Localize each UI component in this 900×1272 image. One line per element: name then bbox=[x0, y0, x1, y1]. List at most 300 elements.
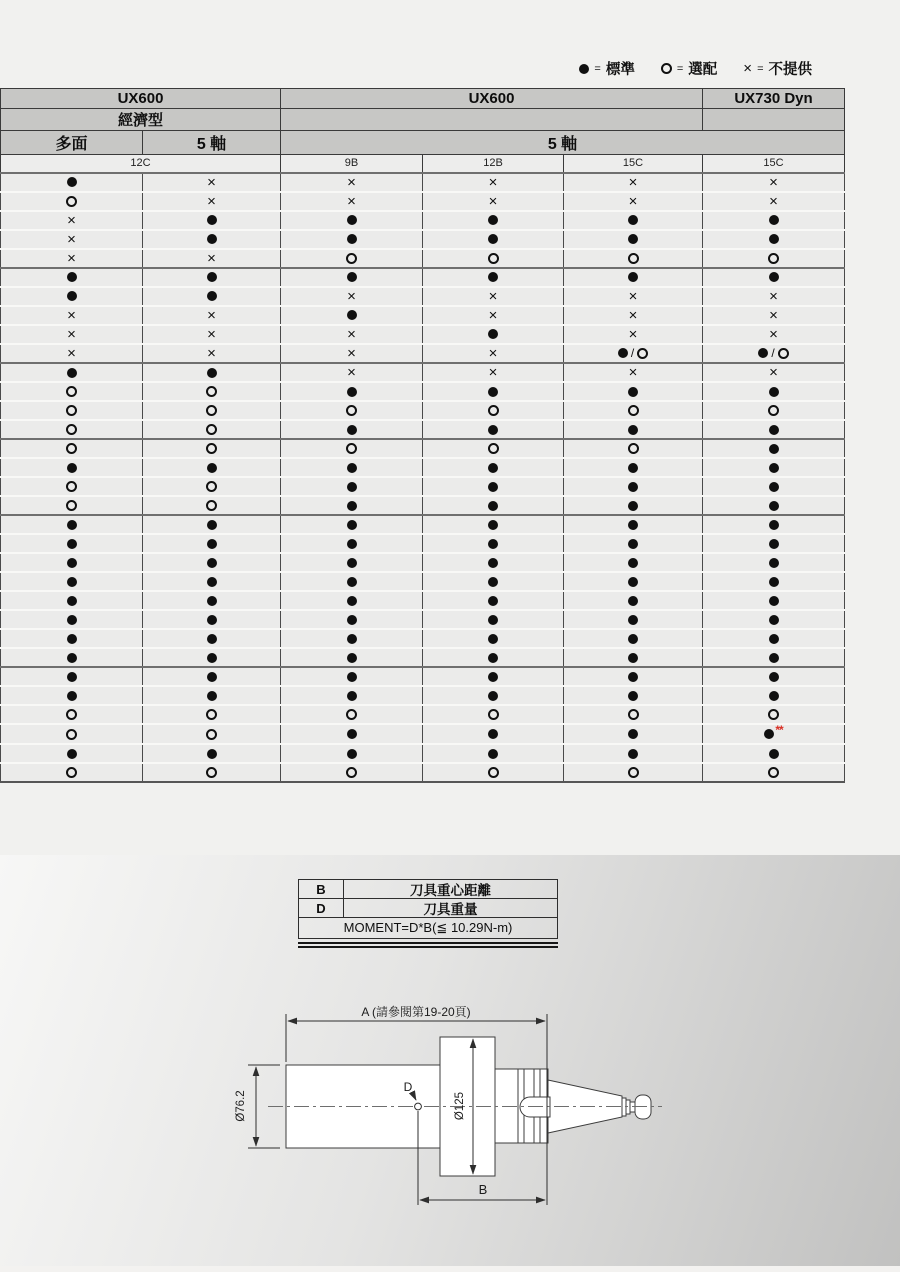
matrix-row bbox=[1, 591, 845, 610]
matrix-cell bbox=[281, 553, 423, 572]
pullstud-neck bbox=[630, 1102, 635, 1112]
matrix-row bbox=[1, 572, 845, 591]
matrix-cell bbox=[281, 192, 423, 211]
matrix-cell bbox=[143, 420, 281, 439]
standard-dot-icon bbox=[488, 615, 498, 625]
matrix-cell bbox=[703, 344, 845, 363]
optional-ring-icon bbox=[206, 729, 217, 740]
matrix-cell bbox=[281, 515, 423, 534]
not-available-cross-icon: × bbox=[207, 325, 216, 343]
matrix-cell bbox=[281, 534, 423, 553]
optional-ring-icon bbox=[488, 253, 499, 264]
standard-dot-icon bbox=[618, 348, 628, 358]
standard-dot-icon bbox=[488, 215, 498, 225]
keyway-boss bbox=[520, 1097, 550, 1117]
optional-ring-icon bbox=[346, 253, 357, 264]
dim-a-label: A (請參閱第19-20頁) bbox=[361, 1005, 471, 1019]
standard-dot-icon bbox=[67, 368, 77, 378]
matrix-cell bbox=[564, 420, 703, 439]
not-available-cross-icon: × bbox=[207, 192, 216, 210]
not-available-cross-icon: × bbox=[207, 306, 216, 324]
matrix-cell bbox=[423, 192, 564, 211]
standard-dot-icon bbox=[488, 634, 498, 644]
standard-dot-icon bbox=[628, 634, 638, 644]
not-available-cross-icon: × bbox=[628, 364, 638, 382]
matrix-cell bbox=[564, 249, 703, 268]
optional-ring-icon bbox=[768, 709, 779, 720]
matrix-cell bbox=[703, 287, 845, 306]
optional-ring-icon bbox=[628, 767, 639, 778]
matrix-row bbox=[1, 420, 845, 439]
standard-dot-icon bbox=[488, 653, 498, 663]
standard-dot-icon bbox=[769, 234, 779, 244]
matrix-cell bbox=[423, 629, 564, 648]
matrix-cell bbox=[703, 553, 845, 572]
matrix-cell bbox=[564, 268, 703, 287]
standard-dot-icon bbox=[628, 653, 638, 663]
matrix-cell bbox=[423, 268, 564, 287]
not-available-cross-icon: × bbox=[488, 306, 498, 324]
pullstud-knob bbox=[635, 1095, 651, 1119]
optional-ring-icon bbox=[637, 348, 648, 359]
standard-dot-icon bbox=[628, 691, 638, 701]
matrix-cell bbox=[281, 648, 423, 667]
optional-ring-icon bbox=[661, 63, 672, 74]
standard-dot-icon bbox=[628, 482, 638, 492]
matrix-cell bbox=[281, 230, 423, 249]
matrix-cell bbox=[143, 306, 281, 325]
point-d-label: D bbox=[403, 1080, 413, 1094]
matrix-cell bbox=[281, 705, 423, 724]
not-available-cross-icon: × bbox=[628, 306, 638, 324]
matrix-cell bbox=[423, 249, 564, 268]
standard-dot-icon bbox=[488, 729, 498, 739]
matrix-row bbox=[1, 382, 845, 401]
slash-separator: / bbox=[630, 345, 635, 360]
standard-dot-icon bbox=[207, 672, 217, 682]
matrix-cell bbox=[564, 648, 703, 667]
optional-ring-icon bbox=[346, 443, 357, 454]
standard-dot-icon bbox=[347, 577, 357, 587]
matrix-cell bbox=[703, 667, 845, 686]
not-available-cross-icon: × bbox=[67, 211, 76, 229]
model-header-2: 12B bbox=[423, 155, 564, 173]
matrix-cell bbox=[564, 439, 703, 458]
variant-header-row bbox=[1, 109, 845, 131]
optional-ring-icon bbox=[488, 405, 499, 416]
matrix-cell bbox=[1, 382, 143, 401]
matrix-cell bbox=[143, 667, 281, 686]
standard-dot-icon bbox=[347, 501, 357, 511]
standard-dot-icon bbox=[347, 520, 357, 530]
matrix-cell bbox=[1, 363, 143, 382]
not-available-cross-icon: × bbox=[743, 60, 753, 78]
matrix-cell bbox=[423, 439, 564, 458]
optional-ring-icon bbox=[628, 405, 639, 416]
matrix-cell bbox=[1, 763, 143, 782]
toolholder-dimension-drawing bbox=[230, 1000, 680, 1215]
matrix-cell bbox=[281, 744, 423, 763]
not-available-cross-icon: × bbox=[67, 249, 76, 267]
matrix-cell bbox=[703, 610, 845, 629]
model-header-4: 15C bbox=[703, 155, 845, 173]
standard-dot-icon bbox=[207, 653, 217, 663]
matrix-cell bbox=[143, 763, 281, 782]
standard-dot-icon bbox=[628, 615, 638, 625]
series-header-row bbox=[1, 89, 845, 109]
matrix-cell bbox=[1, 477, 143, 496]
matrix-cell bbox=[423, 572, 564, 591]
standard-dot-icon bbox=[628, 463, 638, 473]
not-available-cross-icon: × bbox=[488, 287, 498, 305]
matrix-cell bbox=[564, 306, 703, 325]
standard-dot-icon bbox=[628, 387, 638, 397]
matrix-cell bbox=[1, 268, 143, 287]
standard-dot-icon bbox=[769, 691, 779, 701]
standard-dot-icon bbox=[488, 329, 498, 339]
not-available-cross-icon: × bbox=[488, 173, 498, 191]
matrix-cell bbox=[423, 591, 564, 610]
series-header-0: UX600 bbox=[1, 89, 281, 109]
standard-dot-icon bbox=[488, 539, 498, 549]
matrix-cell bbox=[564, 287, 703, 306]
standard-dot-icon bbox=[628, 425, 638, 435]
not-available-cross-icon: × bbox=[628, 173, 638, 191]
standard-dot-icon bbox=[347, 215, 357, 225]
double-rule-bottom bbox=[298, 946, 558, 948]
not-available-cross-icon: × bbox=[347, 287, 356, 305]
legend-item-standard bbox=[579, 58, 634, 79]
standard-dot-icon bbox=[67, 463, 77, 473]
optional-ring-icon bbox=[66, 767, 77, 778]
standard-dot-icon bbox=[67, 558, 77, 568]
matrix-cell bbox=[281, 667, 423, 686]
matrix-cell bbox=[564, 724, 703, 744]
matrix-cell bbox=[703, 192, 845, 211]
matrix-cell bbox=[281, 458, 423, 477]
matrix-cell bbox=[281, 420, 423, 439]
optional-ring-icon bbox=[346, 767, 357, 778]
standard-dot-icon bbox=[769, 520, 779, 530]
matrix-cell bbox=[143, 401, 281, 420]
matrix-cell bbox=[703, 249, 845, 268]
legend-label-optional: 選配 bbox=[688, 62, 718, 78]
model-header-0: 12C bbox=[1, 155, 281, 173]
matrix-cell bbox=[143, 686, 281, 705]
matrix-cell bbox=[1, 515, 143, 534]
matrix-cell bbox=[143, 173, 281, 192]
optional-ring-icon bbox=[768, 767, 779, 778]
standard-dot-icon bbox=[347, 539, 357, 549]
matrix-cell bbox=[281, 211, 423, 230]
matrix-row bbox=[1, 705, 845, 724]
matrix-cell bbox=[281, 763, 423, 782]
matrix-cell bbox=[1, 344, 143, 363]
standard-dot-icon bbox=[347, 272, 357, 282]
standard-dot-icon bbox=[207, 577, 217, 587]
moment-formula: MOMENT=D*B(≦ 10.29N-m) bbox=[343, 920, 513, 935]
matrix-cell bbox=[143, 610, 281, 629]
matrix-cell bbox=[703, 763, 845, 782]
matrix-cell bbox=[564, 173, 703, 192]
optional-ring-icon bbox=[661, 61, 672, 77]
spec-value-d: 刀具重量 bbox=[423, 902, 478, 917]
matrix-cell bbox=[564, 344, 703, 363]
standard-dot-icon bbox=[67, 539, 77, 549]
matrix-cell bbox=[143, 249, 281, 268]
standard-dot-icon bbox=[628, 272, 638, 282]
matrix-cell bbox=[423, 744, 564, 763]
matrix-cell bbox=[423, 458, 564, 477]
standard-dot-icon bbox=[67, 272, 77, 282]
dia-flange-label: Ø125 bbox=[454, 1091, 466, 1121]
not-available-cross-icon: × bbox=[488, 192, 498, 210]
not-available-cross-icon: × bbox=[628, 287, 638, 305]
matrix-cell bbox=[1, 496, 143, 515]
matrix-cell bbox=[1, 401, 143, 420]
matrix-cell bbox=[564, 534, 703, 553]
matrix-cell bbox=[703, 230, 845, 249]
optional-ring-icon bbox=[66, 729, 77, 740]
matrix-cell bbox=[703, 648, 845, 667]
matrix-cell bbox=[703, 515, 845, 534]
standard-dot-icon bbox=[628, 577, 638, 587]
standard-dot-icon bbox=[628, 672, 638, 682]
matrix-cell bbox=[564, 610, 703, 629]
standard-dot-icon bbox=[347, 672, 357, 682]
matrix-cell bbox=[1, 744, 143, 763]
standard-dot-icon bbox=[769, 215, 779, 225]
matrix-row bbox=[1, 667, 845, 686]
optional-ring-icon bbox=[66, 405, 77, 416]
legend-label-not-available: 不提供 bbox=[768, 62, 812, 78]
standard-dot-icon bbox=[628, 539, 638, 549]
matrix-row bbox=[1, 344, 845, 363]
matrix-cell bbox=[423, 306, 564, 325]
matrix-cell bbox=[564, 515, 703, 534]
matrix-cell bbox=[423, 496, 564, 515]
standard-dot-icon bbox=[207, 615, 217, 625]
matrix-cell bbox=[564, 667, 703, 686]
matrix-cell bbox=[1, 458, 143, 477]
model-header-3: 15C bbox=[564, 155, 703, 173]
standard-dot-icon bbox=[67, 577, 77, 587]
matrix-cell bbox=[564, 591, 703, 610]
standard-dot-icon bbox=[67, 291, 77, 301]
matrix-cell bbox=[143, 458, 281, 477]
matrix-row bbox=[1, 648, 845, 667]
matrix-row bbox=[1, 306, 845, 325]
spec-row-b bbox=[299, 880, 557, 899]
matrix-row bbox=[1, 610, 845, 629]
not-available-cross-icon: × bbox=[488, 344, 498, 362]
standard-dot-icon bbox=[488, 234, 498, 244]
matrix-cell bbox=[423, 667, 564, 686]
optional-ring-icon bbox=[66, 386, 77, 397]
not-available-cross-icon: × bbox=[769, 325, 778, 343]
matrix-cell bbox=[564, 705, 703, 724]
matrix-cell bbox=[1, 192, 143, 211]
footnote-stars: ** bbox=[775, 722, 783, 737]
point-d-marker bbox=[415, 1103, 422, 1110]
standard-dot-icon bbox=[769, 444, 779, 454]
spec-key-b: B bbox=[299, 880, 344, 898]
matrix-cell bbox=[1, 648, 143, 667]
matrix-cell bbox=[564, 629, 703, 648]
optional-ring-icon bbox=[206, 443, 217, 454]
matrix-cell bbox=[143, 572, 281, 591]
standard-dot-icon bbox=[488, 558, 498, 568]
matrix-cell bbox=[703, 705, 845, 724]
matrix-cell bbox=[281, 629, 423, 648]
optional-ring-icon bbox=[66, 196, 77, 207]
standard-dot-icon bbox=[207, 234, 217, 244]
spec-key-d: D bbox=[299, 899, 344, 917]
legend-item-optional bbox=[661, 58, 717, 79]
standard-dot-icon bbox=[628, 596, 638, 606]
not-available-cross-icon: × bbox=[67, 230, 76, 248]
matrix-cell bbox=[564, 211, 703, 230]
standard-dot-icon bbox=[207, 272, 217, 282]
standard-dot-icon bbox=[67, 653, 77, 663]
matrix-cell bbox=[423, 686, 564, 705]
legend-label-standard: 標準 bbox=[605, 62, 635, 78]
not-available-cross-icon: × bbox=[67, 325, 76, 343]
matrix-cell bbox=[423, 724, 564, 744]
page-bottom-strip bbox=[0, 1266, 900, 1272]
not-available-cross-icon: × bbox=[67, 344, 76, 362]
optional-ring-icon bbox=[488, 443, 499, 454]
matrix-cell bbox=[281, 724, 423, 744]
not-available-cross-icon: × bbox=[67, 306, 76, 324]
optional-ring-icon bbox=[206, 709, 217, 720]
matrix-cell bbox=[423, 515, 564, 534]
matrix-row bbox=[1, 477, 845, 496]
variant-header-0: 經濟型 bbox=[1, 109, 281, 131]
matrix-cell bbox=[703, 724, 845, 744]
matrix-row bbox=[1, 287, 845, 306]
matrix-cell bbox=[143, 344, 281, 363]
matrix-cell bbox=[564, 744, 703, 763]
model-header-1: 9B bbox=[281, 155, 423, 173]
optional-ring-icon bbox=[66, 424, 77, 435]
matrix-cell bbox=[703, 268, 845, 287]
matrix-cell bbox=[1, 230, 143, 249]
matrix-cell bbox=[564, 230, 703, 249]
matrix-cell bbox=[703, 401, 845, 420]
matrix-cell bbox=[423, 648, 564, 667]
standard-dot-icon bbox=[769, 425, 779, 435]
matrix-cell bbox=[423, 211, 564, 230]
standard-dot-icon bbox=[769, 634, 779, 644]
matrix-row bbox=[1, 363, 845, 382]
matrix-cell bbox=[1, 667, 143, 686]
not-available-cross-icon: × bbox=[207, 173, 216, 191]
optional-ring-icon bbox=[206, 767, 217, 778]
standard-dot-icon bbox=[67, 177, 77, 187]
not-available-cross-icon: × bbox=[347, 344, 356, 362]
standard-dot-icon bbox=[488, 482, 498, 492]
matrix-cell bbox=[564, 382, 703, 401]
matrix-cell bbox=[281, 344, 423, 363]
standard-dot-icon bbox=[769, 387, 779, 397]
standard-dot-icon bbox=[769, 577, 779, 587]
optional-ring-icon bbox=[768, 253, 779, 264]
not-available-cross-icon bbox=[743, 61, 752, 77]
legend-equals: = bbox=[594, 62, 601, 75]
matrix-cell bbox=[423, 420, 564, 439]
matrix-cell bbox=[143, 325, 281, 344]
matrix-cell bbox=[281, 249, 423, 268]
matrix-cell bbox=[1, 439, 143, 458]
standard-dot-icon bbox=[758, 348, 768, 358]
standard-dot-icon bbox=[769, 615, 779, 625]
standard-dot-icon bbox=[207, 368, 217, 378]
standard-dot-icon bbox=[488, 691, 498, 701]
matrix-cell bbox=[281, 572, 423, 591]
standard-dot-icon bbox=[207, 691, 217, 701]
optional-ring-icon bbox=[628, 443, 639, 454]
matrix-row bbox=[1, 249, 845, 268]
matrix-row bbox=[1, 724, 845, 744]
matrix-row bbox=[1, 744, 845, 763]
matrix-cell bbox=[143, 382, 281, 401]
optional-ring-icon bbox=[206, 424, 217, 435]
matrix-cell bbox=[564, 572, 703, 591]
optional-ring-icon bbox=[346, 405, 357, 416]
optional-ring-icon bbox=[206, 481, 217, 492]
model-header-row bbox=[1, 155, 845, 173]
spec-value-b: 刀具重心距離 bbox=[410, 883, 491, 898]
standard-dot-icon bbox=[207, 291, 217, 301]
matrix-cell bbox=[703, 439, 845, 458]
standard-dot-icon bbox=[347, 653, 357, 663]
matrix-cell bbox=[1, 724, 143, 744]
not-available-cross-icon: × bbox=[769, 287, 778, 305]
variant-header-1 bbox=[281, 109, 703, 131]
axis-header-2: 5 軸 bbox=[281, 131, 845, 155]
standard-dot-icon bbox=[347, 596, 357, 606]
moment-spec-table bbox=[298, 879, 558, 948]
matrix-cell bbox=[143, 744, 281, 763]
optional-ring-icon bbox=[66, 481, 77, 492]
matrix-cell bbox=[423, 382, 564, 401]
standard-dot-icon bbox=[207, 749, 217, 759]
matrix-cell bbox=[703, 458, 845, 477]
standard-dot-icon bbox=[67, 672, 77, 682]
matrix-cell bbox=[143, 591, 281, 610]
matrix-cell bbox=[143, 230, 281, 249]
matrix-cell bbox=[143, 629, 281, 648]
variant-header-2 bbox=[703, 109, 845, 131]
standard-dot-icon bbox=[769, 463, 779, 473]
matrix-cell bbox=[703, 629, 845, 648]
standard-dot-icon bbox=[488, 425, 498, 435]
standard-dot-icon bbox=[488, 272, 498, 282]
standard-dot-icon bbox=[67, 634, 77, 644]
matrix-cell bbox=[703, 363, 845, 382]
standard-dot-icon bbox=[67, 749, 77, 759]
standard-dot-icon bbox=[769, 482, 779, 492]
standard-dot-icon bbox=[628, 234, 638, 244]
standard-dot-icon bbox=[628, 729, 638, 739]
matrix-cell bbox=[703, 686, 845, 705]
matrix-row bbox=[1, 534, 845, 553]
matrix-cell bbox=[143, 496, 281, 515]
optional-ring-icon bbox=[628, 709, 639, 720]
standard-dot-icon bbox=[347, 310, 357, 320]
standard-dot-icon bbox=[628, 501, 638, 511]
